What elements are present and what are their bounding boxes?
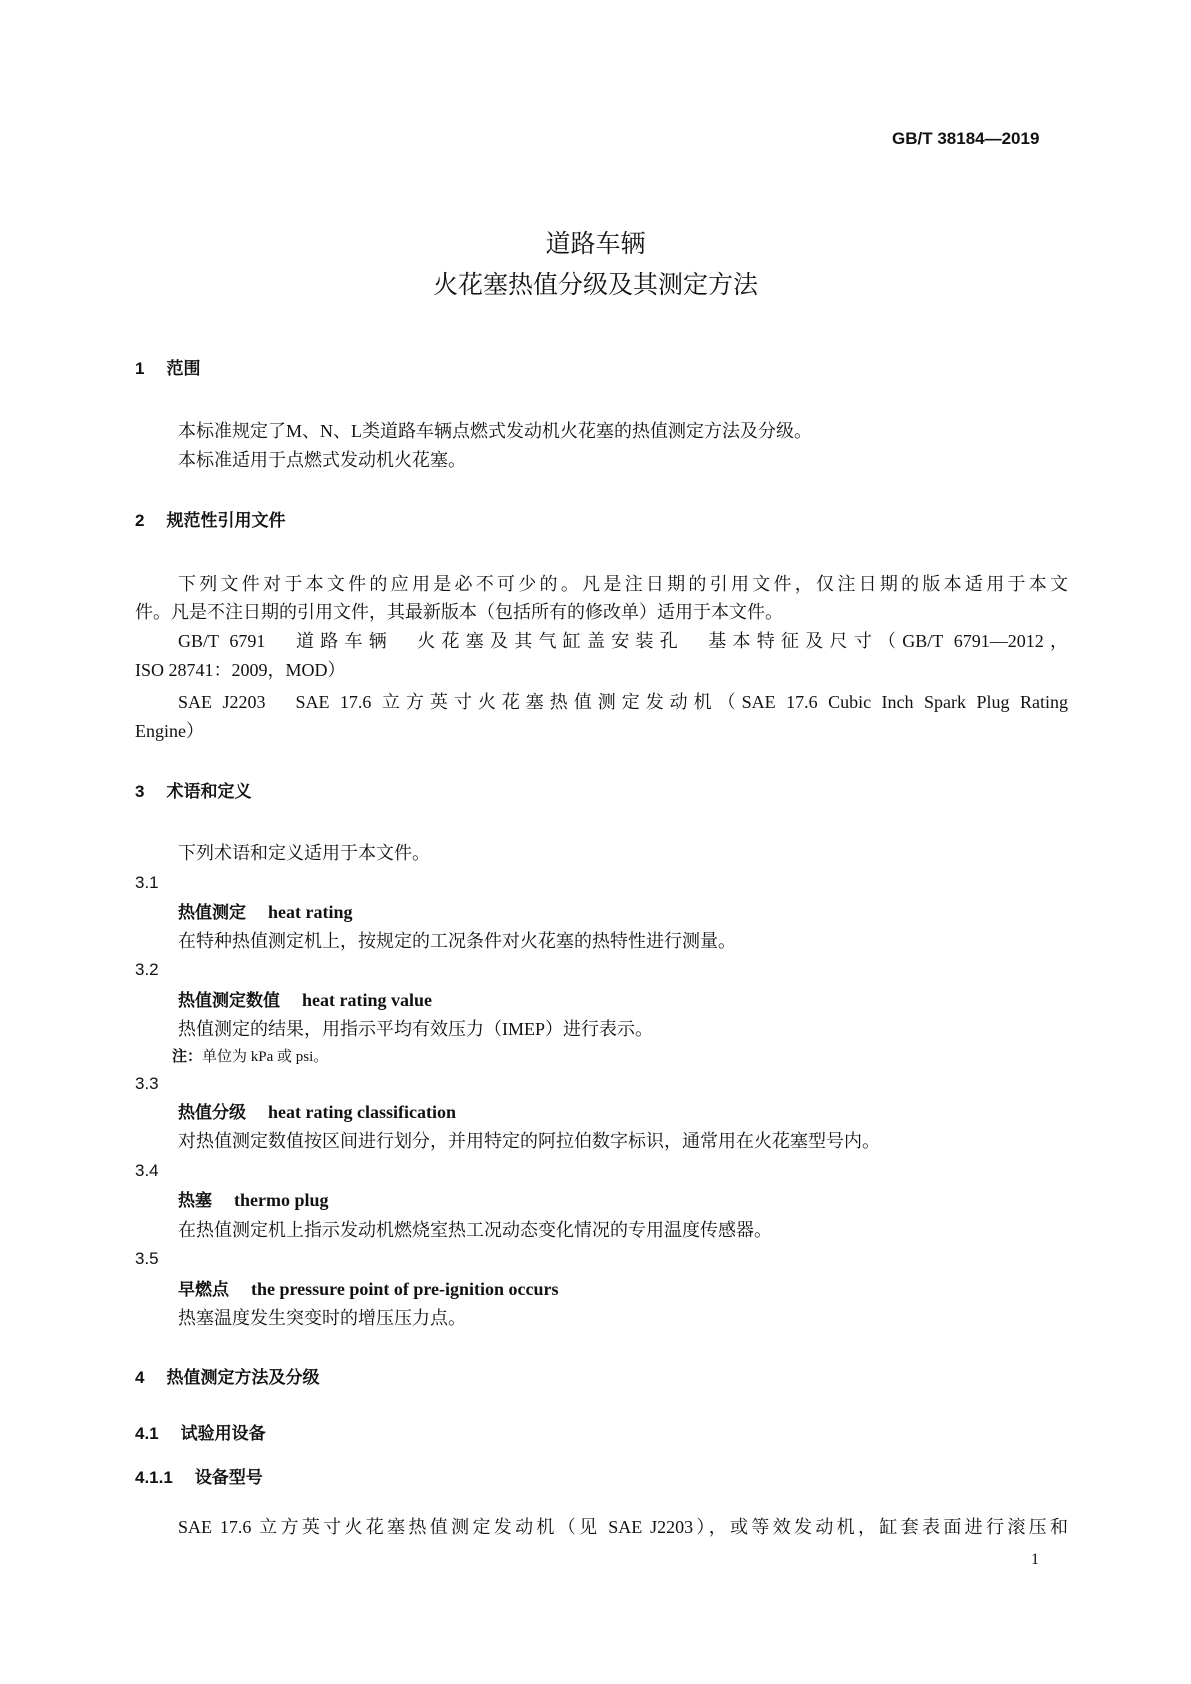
term-definition: 对热值测定数值按区间进行划分，并用特定的阿拉伯数字标识，通常用在火花塞型号内。 xyxy=(178,1131,880,1151)
paragraph: 下列文件对于本文件的应用是必不可少的。凡是注日期的引用文件，仅注日期的版本适用于本文 xyxy=(178,574,1068,594)
section-number: 4.1 xyxy=(135,1424,159,1443)
term-zh: 热塞 xyxy=(178,1191,212,1210)
section-3-heading xyxy=(135,781,251,803)
paragraph: 本标准规定了M、N、L类道路车辆点燃式发动机火花塞的热值测定方法及分级。 xyxy=(178,421,812,441)
term-number: 3.1 xyxy=(135,873,159,892)
term-number: 3.5 xyxy=(135,1249,159,1268)
section-number: 1 xyxy=(135,359,145,378)
term-number: 3.2 xyxy=(135,960,159,979)
reference-gbt6791: GB/T 6791 道路车辆 火花塞及其气缸盖安装孔 基本特征及尺寸（GB/T 6791—2012， xyxy=(178,631,1068,651)
term-number: 3.4 xyxy=(135,1161,159,1180)
term-en: thermo plug xyxy=(234,1190,329,1210)
reference-sae-j2203: SAE J2203 SAE 17.6 立方英寸火花塞热值测定发动机（SAE 17.6 Cubic Inch Spark Plug Rating xyxy=(178,692,1068,712)
section-4-1-1-heading xyxy=(135,1467,263,1489)
term-zh: 热值测定 xyxy=(178,903,246,922)
term-en: heat rating xyxy=(268,902,353,922)
note-label: 注： xyxy=(172,1048,203,1065)
section-2-heading xyxy=(135,510,285,532)
term-en: heat rating classification xyxy=(268,1102,456,1122)
term-zh: 早燃点 xyxy=(178,1280,229,1299)
reference-gbt6791-cont: ISO 28741：2009，MOD） xyxy=(135,660,346,680)
term-definition: 热塞温度发生突变时的增压压力点。 xyxy=(178,1308,466,1328)
section-title: 范围 xyxy=(166,359,201,378)
term-heading xyxy=(178,901,353,924)
term-heading xyxy=(178,1101,456,1124)
section-title: 规范性引用文件 xyxy=(166,511,286,530)
term-zh: 热值分级 xyxy=(178,1103,246,1122)
standard-number: GB/T 38184—2019 xyxy=(892,129,1040,148)
section-title: 热值测定方法及分级 xyxy=(166,1368,320,1387)
term-definition: 在热值测定机上指示发动机燃烧室热工况动态变化情况的专用温度传感器。 xyxy=(178,1220,772,1240)
section-4-1-heading xyxy=(135,1423,266,1445)
page-number: 1 xyxy=(1031,1551,1039,1568)
section-number: 4.1.1 xyxy=(135,1468,173,1487)
document-title-line1: 道路车辆 xyxy=(545,230,646,258)
section-title: 术语和定义 xyxy=(166,782,252,801)
section-number: 3 xyxy=(135,782,145,801)
term-heading xyxy=(178,1189,329,1212)
term-heading xyxy=(178,989,432,1012)
note xyxy=(172,1046,328,1068)
document-title-line2: 火花塞热值分级及其测定方法 xyxy=(432,271,758,299)
term-en: the pressure point of pre-ignition occurs xyxy=(251,1279,559,1299)
term-definition: 热值测定的结果，用指示平均有效压力（IMEP）进行表示。 xyxy=(178,1019,654,1039)
section-4-heading xyxy=(135,1367,319,1389)
note-text: 单位为 kPa 或 psi。 xyxy=(202,1049,329,1065)
term-heading xyxy=(178,1278,559,1301)
section-title: 试验用设备 xyxy=(180,1424,266,1443)
paragraph: SAE 17.6 立方英寸火花塞热值测定发动机（见 SAE J2203），或等效发动机，缸套表面进行滚压和 xyxy=(178,1517,1068,1537)
reference-sae-j2203-cont: Engine） xyxy=(135,721,204,741)
paragraph: 本标准适用于点燃式发动机火花塞。 xyxy=(178,450,466,470)
term-en: heat rating value xyxy=(302,990,432,1010)
term-number: 3.3 xyxy=(135,1074,159,1093)
paragraph: 下列术语和定义适用于本文件。 xyxy=(178,843,430,863)
term-zh: 热值测定数值 xyxy=(178,991,280,1010)
section-title: 设备型号 xyxy=(194,1468,263,1487)
section-number: 4 xyxy=(135,1368,145,1387)
paragraph: 件。凡是不注日期的引用文件，其最新版本（包括所有的修改单）适用于本文件。 xyxy=(135,602,783,622)
section-number: 2 xyxy=(135,511,145,530)
term-definition: 在特种热值测定机上，按规定的工况条件对火花塞的热特性进行测量。 xyxy=(178,931,736,951)
section-1-heading xyxy=(135,358,200,380)
